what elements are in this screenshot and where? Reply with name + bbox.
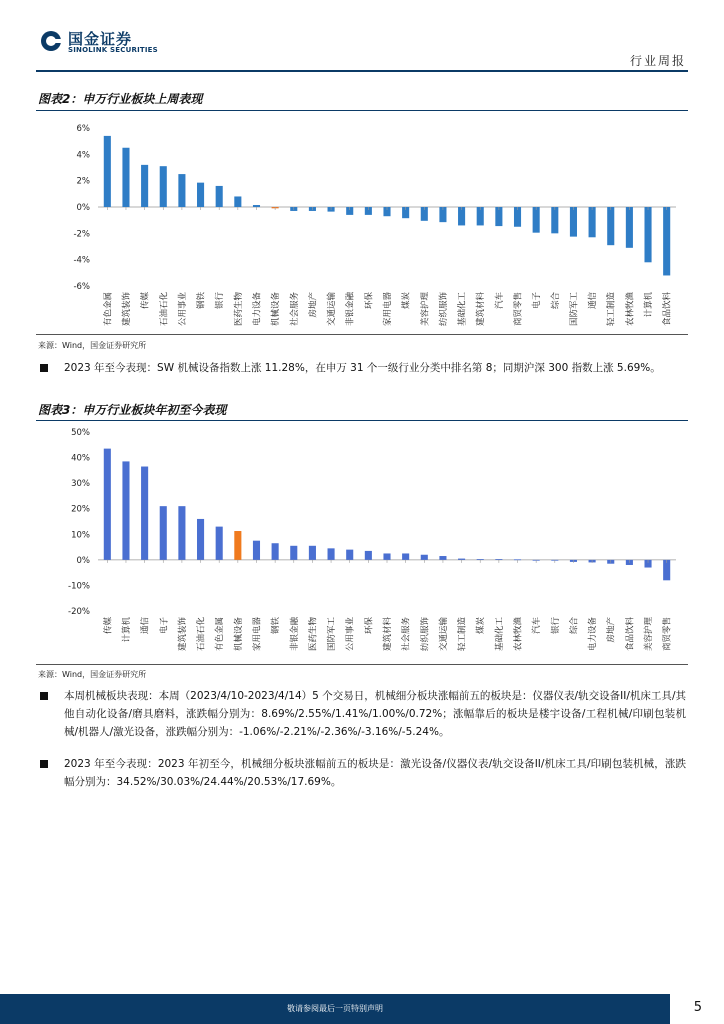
y-tick-label: -10% (68, 581, 90, 592)
x-tick-label: 建筑材料 (476, 292, 487, 327)
bar-国防军工 (570, 207, 577, 237)
report-type: 行业周报 (629, 54, 686, 68)
header-divider (36, 70, 688, 72)
x-tick-label: 基础化工 (457, 292, 468, 327)
x-tick-label: 电子 (159, 617, 170, 635)
x-tick-label: 公用事业 (177, 292, 188, 327)
x-tick-label: 轻工制造 (457, 617, 468, 652)
x-tick-label: 家用电器 (383, 292, 393, 327)
bar-国防军工 (328, 548, 335, 560)
bar-钢铁 (197, 183, 204, 207)
bar-医药生物 (309, 546, 316, 560)
bar-轻工制造 (607, 207, 614, 245)
brand-name-en: SINOLINK SECURITIES (68, 46, 158, 54)
x-tick-label: 电子 (532, 291, 543, 310)
bullet-text: 2023 年至今表现：SW 机械设备指数上涨 11.28%，在申万 31 个一级行业分类中排名第 8；同期沪深 300 指数上涨 5.69%。 (64, 362, 661, 374)
bar-石油石化 (197, 519, 204, 560)
x-tick-label: 美容护理 (420, 292, 431, 327)
bar-计算机 (644, 207, 651, 262)
figure2-bottom-rule (36, 334, 688, 335)
sinolink-logo-icon (40, 30, 62, 52)
x-tick-label: 纺织服饰 (420, 617, 431, 652)
x-tick-label: 有色金属 (215, 617, 226, 652)
x-tick-label: 商贸零售 (513, 291, 524, 327)
x-tick-label: 石油石化 (159, 292, 170, 327)
figure3-source: 来源：Wind，国金证券研究所 (38, 670, 147, 679)
bar-有色金属 (216, 527, 223, 560)
bullet-text: 2023 年至今表现：2023 年初至今，机械细分板块涨幅前五的板块是：激光设备/仪器仪表/轨交设备II/机床工具/印刷包装机械，涨跌幅分别为：34.52%/30.03%/24.44%/20.53%/17.69%。 (64, 758, 686, 788)
bar-公用事业 (178, 174, 185, 207)
x-tick-label: 综合 (550, 292, 561, 310)
x-tick-label: 国防军工 (569, 292, 580, 327)
bar-公用事业 (346, 550, 353, 560)
bar-建筑材料 (383, 553, 390, 559)
x-tick-label: 农林牧渔 (513, 617, 524, 652)
bar-交通运输 (439, 556, 446, 560)
bullet-ytd-performance (40, 359, 686, 377)
x-tick-label: 机械设备 (271, 292, 282, 327)
x-tick-label: 传媒 (103, 617, 114, 635)
bar-建筑装饰 (122, 148, 129, 207)
x-tick-label: 通信 (588, 292, 599, 310)
x-tick-label: 房地产 (606, 617, 617, 643)
x-tick-label: 计算机 (121, 617, 132, 643)
figure2-top-rule (36, 110, 688, 111)
y-tick-label: 0% (76, 555, 90, 566)
x-tick-label: 社会服务 (289, 292, 300, 327)
bar-食品饮料 (663, 207, 670, 275)
x-tick-label: 综合 (569, 617, 580, 635)
y-tick-label: -6% (73, 282, 90, 292)
x-tick-label: 建筑材料 (383, 617, 393, 652)
x-tick-label: 医药生物 (233, 292, 244, 327)
bar-轻工制造 (458, 559, 465, 560)
x-tick-label: 基础化工 (494, 617, 505, 652)
y-tick-label: 40% (71, 453, 90, 464)
y-tick-label: 30% (71, 479, 90, 490)
figure2-title: 图表2：申万行业板块上周表现 (38, 92, 203, 106)
x-tick-label: 石油石化 (196, 617, 207, 652)
x-tick-label: 计算机 (644, 292, 655, 318)
x-tick-label: 食品饮料 (662, 292, 673, 327)
figure3-title: 图表3：申万行业板块年初至今表现 (38, 403, 227, 417)
figure3-chart-svg (36, 422, 688, 662)
bar-电子 (533, 207, 540, 233)
x-tick-label: 煤炭 (401, 292, 412, 310)
x-tick-label: 交通运输 (438, 617, 449, 652)
x-tick-label: 环保 (364, 617, 375, 635)
x-tick-label: 电力设备 (588, 617, 599, 652)
bar-银行 (216, 186, 223, 207)
y-tick-label: 0% (76, 203, 90, 213)
bar-环保 (365, 551, 372, 560)
y-tick-label: -2% (73, 229, 90, 240)
bar-石油石化 (160, 166, 167, 207)
bar-传媒 (104, 449, 111, 560)
x-tick-label: 汽车 (532, 617, 543, 635)
figure3-top-rule (36, 420, 688, 421)
bullet-subsector-ytd (40, 755, 686, 791)
x-tick-label: 商贸零售 (662, 617, 673, 652)
bullet-square-icon (40, 760, 48, 768)
y-tick-label: 50% (71, 428, 90, 438)
page-number: 5 (693, 1000, 702, 1015)
figure3-bottom-rule (36, 664, 688, 665)
x-tick-label: 纺织服饰 (438, 292, 449, 327)
bar-电力设备 (253, 205, 260, 207)
bar-家用电器 (253, 541, 260, 560)
y-tick-label: 2% (76, 176, 90, 187)
bar-煤炭 (477, 559, 484, 560)
x-tick-label: 国防军工 (327, 617, 338, 652)
x-tick-label: 汽车 (494, 292, 505, 310)
bar-通信 (141, 467, 148, 560)
bullet-text: 本周机械板块表现：本周（2023/4/10-2023/4/14）5 个交易日，机械细分板块涨幅前五的板块是：仪器仪表/轨交设备II/机床工具/其他自动化设备/磨具磨料，涨跌幅分别为：8.69%/2.55%/1.41%/1.00%/0.72%；涨幅靠后的板块是楼宇设备/工程机械/印刷包装机械/机器人/激光设备，涨跌幅分别为：-1.06%/-2.21%/-2.36%/-3.16%/-5.24%。 (64, 690, 686, 738)
bullet-weekly-performance (40, 687, 686, 741)
bar-有色金属 (104, 136, 111, 207)
x-tick-label: 公用事业 (345, 617, 356, 652)
bar-医药生物 (234, 196, 241, 207)
bar-钢铁 (272, 543, 279, 560)
x-tick-label: 社会服务 (401, 617, 412, 652)
x-tick-label: 非银金融 (345, 292, 356, 327)
x-tick-label: 房地产 (308, 292, 319, 318)
bar-传媒 (141, 165, 148, 207)
y-tick-label: -20% (68, 607, 90, 617)
bar-非银金融 (290, 546, 297, 560)
x-tick-label: 美容护理 (644, 617, 655, 652)
bar-基础化工 (495, 559, 502, 560)
y-tick-label: 4% (76, 150, 90, 161)
x-tick-label: 建筑装饰 (177, 617, 188, 652)
page-header (0, 0, 724, 72)
x-tick-label: 家用电器 (252, 617, 263, 652)
bar-社会服务 (402, 553, 409, 559)
bar-建筑装饰 (178, 506, 185, 560)
brand-name-cn: 国金证券 (68, 30, 133, 48)
bar-农林牧渔 (626, 207, 633, 248)
bar-通信 (589, 207, 596, 237)
x-tick-label: 非银金融 (289, 617, 300, 652)
bullet-square-icon (40, 364, 48, 372)
x-tick-label: 医药生物 (308, 617, 319, 652)
y-tick-label: 20% (71, 504, 90, 515)
x-tick-label: 交通运输 (327, 292, 338, 327)
bar-计算机 (122, 461, 129, 559)
x-tick-label: 煤炭 (476, 617, 487, 635)
y-tick-label: 6% (76, 124, 90, 134)
bar-综合 (551, 207, 558, 233)
figure3-chart (36, 422, 688, 662)
x-tick-label: 传媒 (140, 292, 151, 310)
bar-纺织服饰 (421, 555, 428, 560)
y-tick-label: 10% (71, 530, 90, 541)
x-tick-label: 银行 (550, 617, 561, 635)
x-tick-label: 银行 (215, 292, 226, 310)
y-tick-label: -4% (73, 255, 90, 266)
x-tick-label: 有色金属 (103, 292, 114, 327)
x-tick-label: 通信 (140, 617, 151, 635)
x-tick-label: 农林牧渔 (625, 292, 636, 327)
bar-商贸零售 (663, 560, 670, 580)
footer-disclaimer: 敬请参阅最后一页特别声明 (287, 1004, 383, 1013)
x-tick-label: 钢铁 (196, 292, 207, 310)
x-tick-label: 电力设备 (252, 292, 263, 327)
x-tick-label: 食品饮料 (625, 617, 636, 652)
figure2-chart-svg (36, 112, 688, 334)
x-tick-label: 机械设备 (233, 617, 244, 652)
bar-机械设备 (234, 531, 241, 560)
x-tick-label: 轻工制造 (606, 292, 617, 327)
bar-电子 (160, 506, 167, 560)
figure2-chart (36, 112, 688, 334)
figure2-source: 来源：Wind，国金证券研究所 (38, 341, 147, 350)
x-tick-label: 钢铁 (271, 617, 282, 635)
x-tick-label: 建筑装饰 (121, 292, 132, 327)
x-tick-label: 环保 (364, 292, 375, 310)
bullet-square-icon (40, 692, 48, 700)
